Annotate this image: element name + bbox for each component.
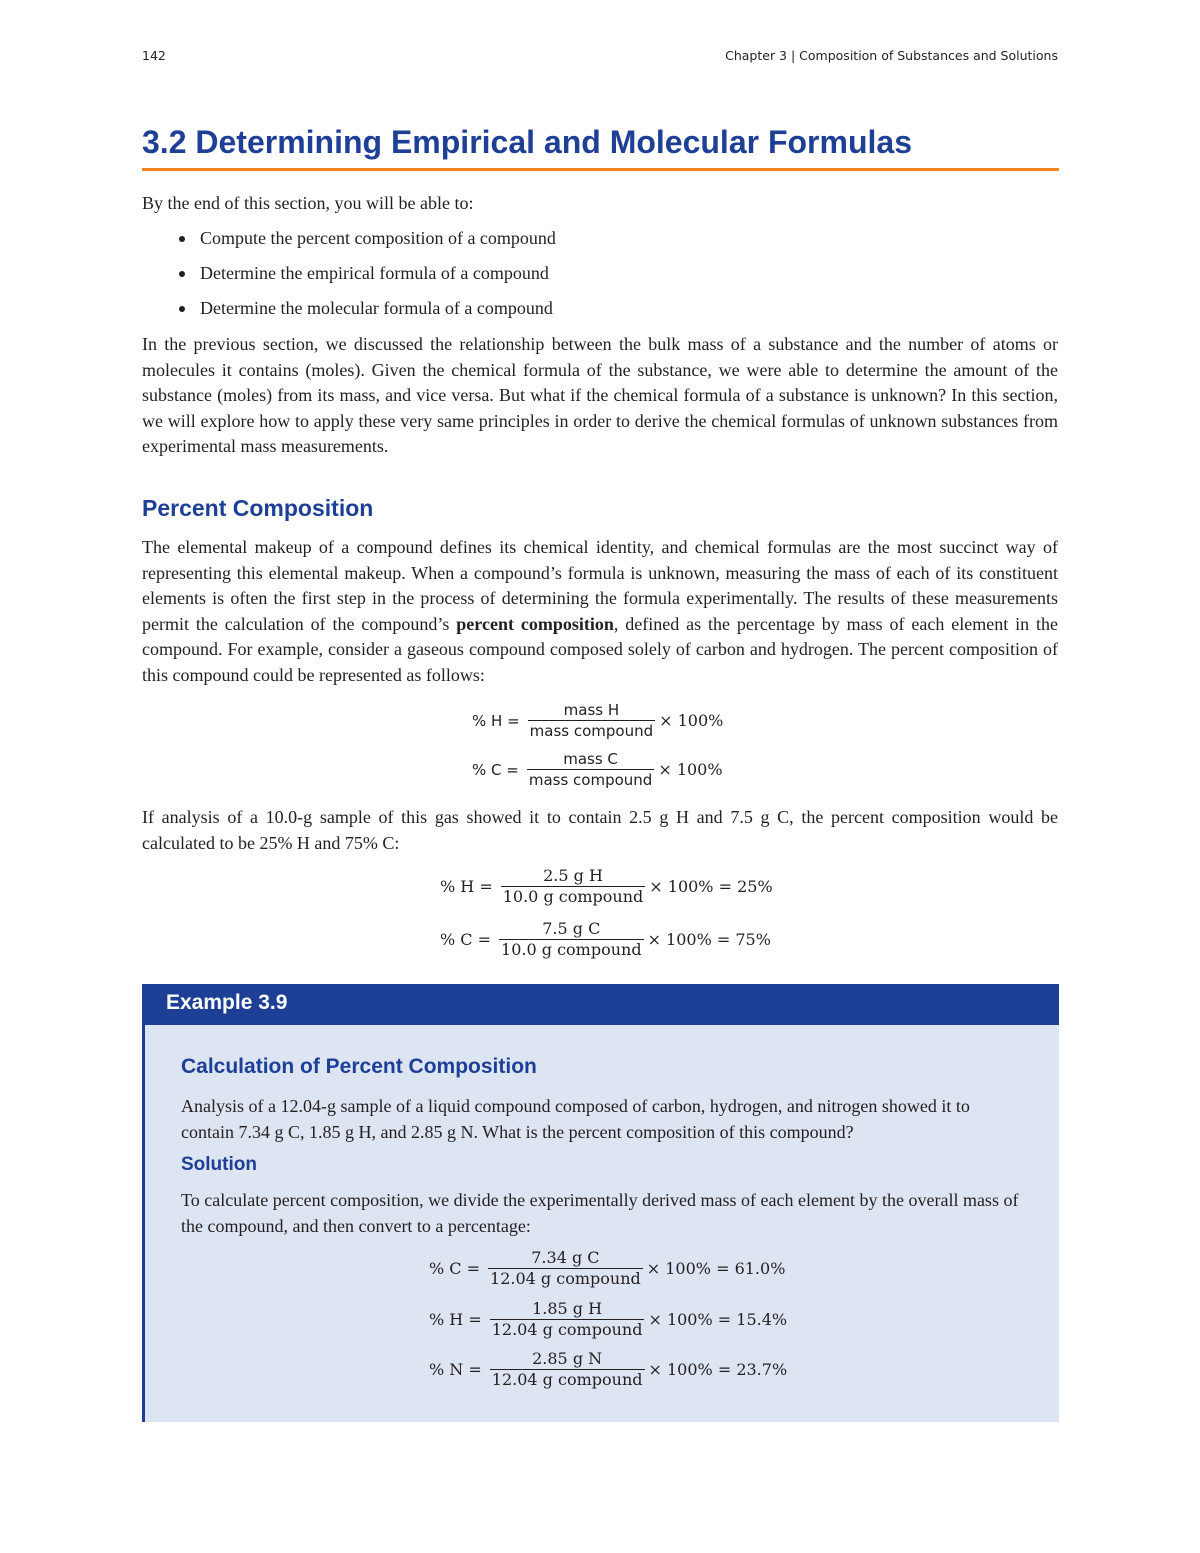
running-header xyxy=(142,48,1058,63)
percent-composition-paragraph: The elemental makeup of a compound defines its chemical identity, and chemical formulas are the most succinct way of representing this elemental makeup. When a compound’s formula is unknown, measuring the mass of each of its constituent elements is often the first step in the process of determining the formula experimentally. The results of these measurements permit the calculation of the compound’s percent composition, defined as the percentage by mass of each element in the compound. For example, consider a gaseous compound composed solely of carbon and hydrogen. The percent composition of this compound could be represented as follows: xyxy=(142,537,1059,685)
equation-general-h: % H = $\frac{\text{mass H}}{\text{mass compound}}$ × 100% xyxy=(472,701,724,740)
bullet-icon xyxy=(179,271,185,277)
equation-sample-h: % H = $\frac{\text{2.5 g H}}{\text{10.0 g compound}}$ × 100% = 25% xyxy=(440,866,773,906)
objective-item: Compute the percent composition of a compound xyxy=(142,224,1058,259)
solution-heading: Solution xyxy=(181,1154,257,1175)
equation-example-c: % C = $\frac{\text{7.34 g C}}{\text{12.04 g compound}}$ × 100% = 61.0% xyxy=(429,1248,786,1288)
equation-general-c: % C = $\frac{\text{mass C}}{\text{mass compound}}$ × 100% xyxy=(472,750,723,789)
example-body xyxy=(142,1025,1059,1422)
objective-item: Determine the empirical formula of a compound xyxy=(142,259,1058,294)
section-title: 3.2 Determining Empirical and Molecular Formulas xyxy=(142,124,912,160)
percent-composition-heading: Percent Composition xyxy=(142,495,374,521)
bullet-icon xyxy=(179,236,185,242)
learning-objectives xyxy=(142,224,1058,329)
bullet-icon xyxy=(179,306,185,312)
example-title: Calculation of Percent Composition xyxy=(181,1055,537,1078)
equation-example-n: % N = $\frac{\text{2.85 g N}}{\text{12.04 g compound}}$ × 100% = 23.7% xyxy=(429,1349,788,1389)
objective-item: Determine the molecular formula of a compound xyxy=(142,294,1058,329)
equation-example-h: % H = $\frac{\text{1.85 g H}}{\text{12.04 g compound}}$ × 100% = 15.4% xyxy=(429,1299,788,1339)
title-underline xyxy=(142,168,1059,171)
chapter-title: Chapter 3 | Composition of Substances and Solutions xyxy=(725,48,1058,63)
key-term: percent composition xyxy=(456,613,614,634)
solution-text: To calculate percent composition, we divide the experimentally derived mass of each element by the overall mass of the compound, and then convert to a percentage: xyxy=(181,1190,1019,1236)
analysis-paragraph: If analysis of a 10.0-g sample of this gas showed it to contain 2.5 g H and 7.5 g C, the percent composition would be calculated to be 25% H and 75% C: xyxy=(142,807,1058,853)
intro-paragraph: In the previous section, we discussed the relationship between the bulk mass of a substance and the number of atoms or molecules it contains (moles). Given the chemical formula of the substance, we were able to determine the amount of the substance (moles) from its mass, and vice versa. But what if the chemical formula of a substance is unknown? In this section, we will explore how to apply these very same principles in order to derive the chemical formulas of unknown substances from experimental mass measurements. xyxy=(142,334,1058,456)
example-header-bar xyxy=(142,984,1059,1025)
example-label: Example 3.9 xyxy=(166,991,288,1014)
equation-sample-c: % C = $\frac{\text{7.5 g C}}{\text{10.0 g compound}}$ × 100% = 75% xyxy=(440,919,771,959)
page-number: 142 xyxy=(142,48,166,63)
example-problem: Analysis of a 12.04-g sample of a liquid compound composed of carbon, hydrogen, and nitrogen showed it to contain 7.34 g C, 1.85 g H, and 2.85 g N. What is the percent composition of this compound? xyxy=(181,1096,970,1142)
objectives-lead: By the end of this section, you will be able to: xyxy=(142,193,474,213)
